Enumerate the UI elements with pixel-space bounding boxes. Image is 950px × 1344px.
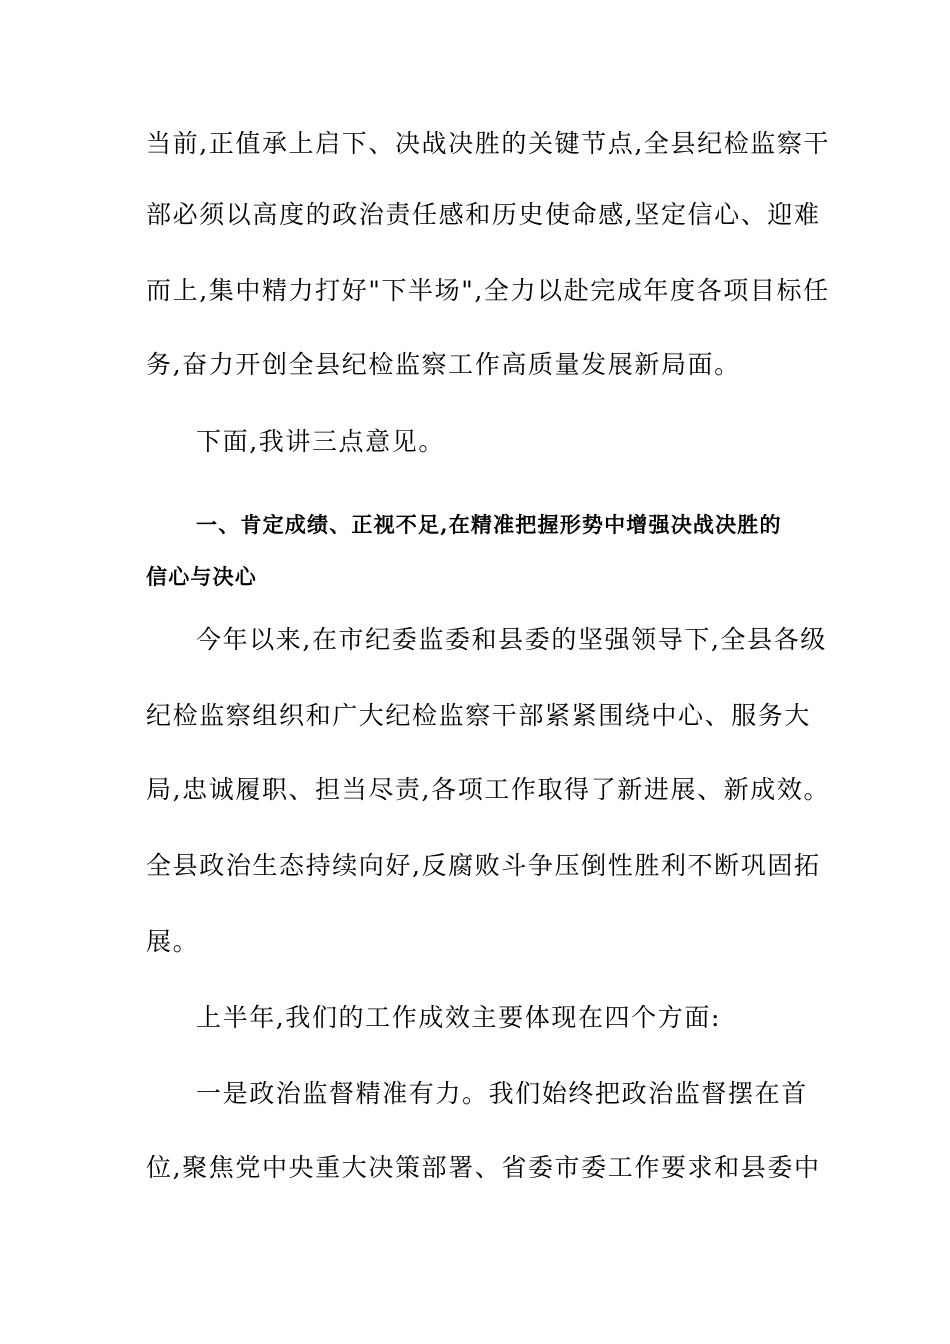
paragraph-line: 纪检监察组织和广大纪检监察干部紧紧围绕中心、服务大 [146, 701, 812, 730]
section-heading: 一、肯定成绩、正视不足,在精准把握形势中增强决战决胜的 [196, 512, 782, 537]
paragraph-line: 局,忠诚履职、担当尽责,各项工作取得了新进展、新成效。 [146, 775, 831, 804]
paragraph-line: 一是政治监督精准有力。我们始终把政治监督摆在首 [196, 1079, 808, 1108]
paragraph-line: 全县政治生态持续向好,反腐败斗争压倒性胜利不断巩固拓 [146, 851, 821, 880]
paragraph-line: 展。 [146, 927, 200, 956]
paragraph-line: 今年以来,在市纪委监委和县委的坚强领导下,全县各级 [196, 625, 827, 654]
paragraph-line: 部必须以高度的政治责任感和历史使命感,坚定信心、迎难 [146, 200, 821, 229]
section-heading: 信心与决心 [146, 564, 257, 589]
paragraph-line: 务,奋力开创全县纪检监察工作高质量发展新局面。 [146, 350, 741, 379]
paragraph-line: 下面,我讲三点意见。 [196, 427, 445, 456]
paragraph-line: 当前,正值承上启下、决战决胜的关键节点,全县纪检监察干 [146, 129, 831, 158]
paragraph-line: 而上,集中精力打好"下半场",全力以赴完成年度各项目标任 [146, 276, 830, 305]
paragraph-line: 上半年,我们的工作成效主要体现在四个方面: [196, 1003, 721, 1032]
paragraph-line: 位,聚焦党中央重大决策部署、省委市委工作要求和县委中 [146, 1153, 821, 1182]
